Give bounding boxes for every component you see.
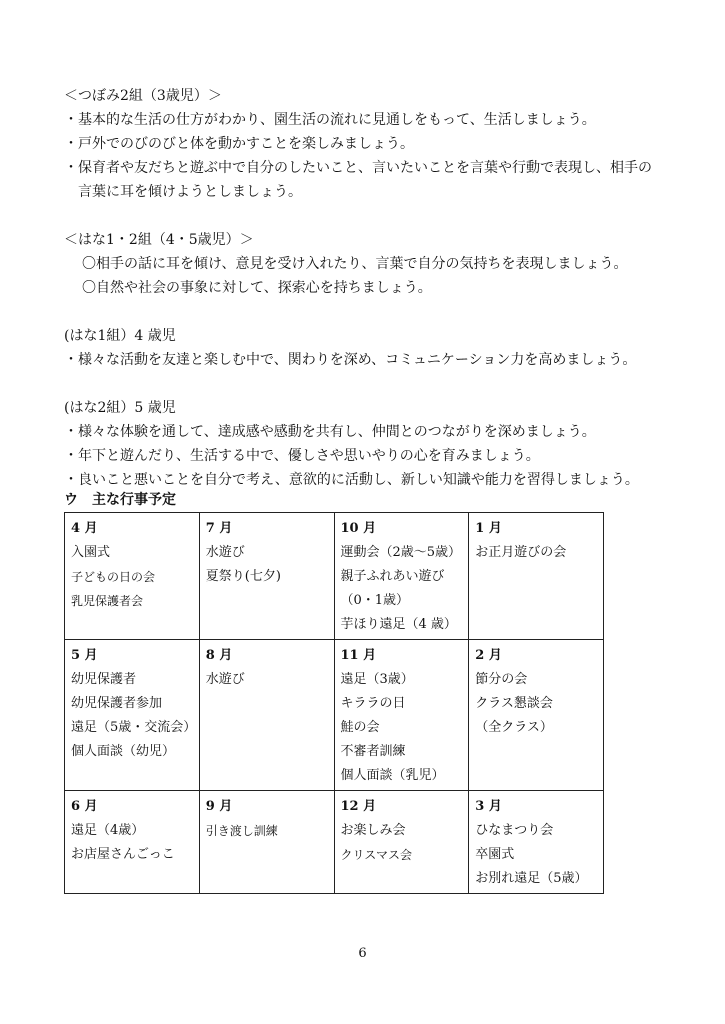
goals-text: [64, 84, 674, 492]
event-item: お店屋さんごっこ: [71, 847, 175, 862]
event-item: 親子ふれあい遊び: [340, 569, 445, 584]
event-item: 運動会（2歳～5歳）: [340, 545, 462, 560]
event-item: 夏祭り(七夕): [205, 569, 281, 584]
schedule-row: [65, 791, 604, 894]
month-cell: [199, 640, 334, 791]
event-item: 個人面談（乳児）: [340, 768, 445, 783]
month-cell: [334, 791, 469, 894]
event-item: お正月遊びの会: [475, 545, 567, 560]
month-label: 10 月: [340, 521, 377, 536]
event-item: 幼児保護者参加: [71, 696, 163, 711]
month-cell: [65, 513, 200, 640]
event-item: 遠足（4歳）: [71, 823, 145, 838]
month-cell: [334, 640, 469, 791]
event-item: 遠足（3歳）: [340, 672, 414, 687]
event-item: お別れ遠足（5歳）: [475, 871, 588, 886]
goal-item-continuation: 言葉に耳を傾けようとしましょう。: [78, 184, 302, 200]
goal-item: ・保育者や友だちと遊ぶ中で自分のしたいこと、言いたいことを言葉や行動で表現し、相手の: [64, 160, 652, 176]
event-schedule-table: [64, 512, 604, 894]
event-item: クリスマス会: [340, 848, 413, 862]
event-item: 個人面談（幼児）: [71, 744, 176, 759]
month-label: 9 月: [205, 799, 233, 814]
event-item: 鮭の会: [340, 720, 380, 735]
section-heading: (はな2組）5 歳児: [64, 400, 176, 416]
event-item: クラス懇談会: [475, 696, 553, 711]
month-label: 3 月: [475, 799, 502, 814]
schedule-title: ウ 主な行事予定: [64, 492, 176, 508]
event-item: お楽しみ会: [340, 823, 406, 838]
goal-item: 〇相手の話に耳を傾け、意見を受け入れたり、言葉で自分の気持ちを表現しましょう。: [82, 256, 628, 272]
event-item: （全クラス）: [475, 720, 553, 735]
month-label: 6 月: [71, 799, 98, 814]
month-label: 5 月: [71, 648, 98, 663]
month-cell: [65, 640, 200, 791]
event-item: 入園式: [71, 545, 111, 560]
month-label: 4 月: [71, 521, 98, 536]
month-cell: [334, 513, 469, 640]
event-item: 引き渡し訓練: [205, 824, 278, 838]
goal-item: ・様々な体験を通して、達成感や感動を共有し、仲間とのつながりを深めましょう。: [64, 424, 596, 440]
section-heading: (はな1組）4 歳児: [64, 328, 176, 344]
month-cell: [469, 791, 604, 894]
goal-item: ・基本的な生活の仕方がわかり、園生活の流れに見通しをもって、生活しましょう。: [64, 112, 596, 128]
event-item: 幼児保護者: [71, 672, 137, 687]
section-heading: ＜つぼみ2組（3歳児）＞: [64, 88, 222, 104]
month-cell: [469, 513, 604, 640]
month-label: 7 月: [205, 521, 233, 536]
event-item: 卒園式: [475, 847, 515, 862]
section-heading: ＜はな1・2組（4・5歳児）＞: [64, 232, 254, 248]
event-item: 不審者訓練: [340, 744, 406, 759]
goal-item: ・様々な活動を友達と楽しむ中で、関わりを深め、コミュニケーション力を高めましょう。: [64, 352, 637, 368]
month-label: 2 月: [475, 648, 502, 663]
month-label: 1 月: [475, 521, 502, 536]
goal-item: ・良いこと悪いことを自分で考え、意欲的に活動し、新しい知識や能力を習得しましょう。: [64, 472, 639, 488]
goal-item: ・戸外でのびのびと体を動かすことを楽しみましょう。: [64, 136, 414, 152]
event-item: 乳児保護者会: [71, 594, 144, 608]
month-label: 8 月: [205, 648, 233, 663]
schedule-row: [65, 513, 604, 640]
event-item: 芋ほり遠足（4 歳）: [340, 617, 457, 632]
event-item: キララの日: [340, 696, 406, 711]
goal-item: ・年下と遊んだり、生活する中で、優しさや思いやりの心を育みましょう。: [64, 448, 540, 464]
event-item: 水遊び: [205, 545, 245, 560]
month-label: 11 月: [340, 648, 377, 663]
goal-item: 〇自然や社会の事象に対して、探索心を持ちましょう。: [82, 280, 432, 296]
event-item: （0・1歳）: [340, 593, 410, 608]
schedule-row: [65, 640, 604, 791]
month-cell: [65, 791, 200, 894]
event-item: 水遊び: [205, 672, 245, 687]
month-cell: [469, 640, 604, 791]
page-number: 6: [358, 946, 367, 961]
month-cell: [199, 791, 334, 894]
event-item: ひなまつり会: [475, 823, 554, 838]
event-item: 子どもの日の会: [71, 570, 156, 584]
month-cell: [199, 513, 334, 640]
event-item: 節分の会: [475, 672, 528, 687]
month-label: 12 月: [340, 799, 377, 814]
event-item: 遠足（5歳・交流会）: [71, 720, 197, 735]
